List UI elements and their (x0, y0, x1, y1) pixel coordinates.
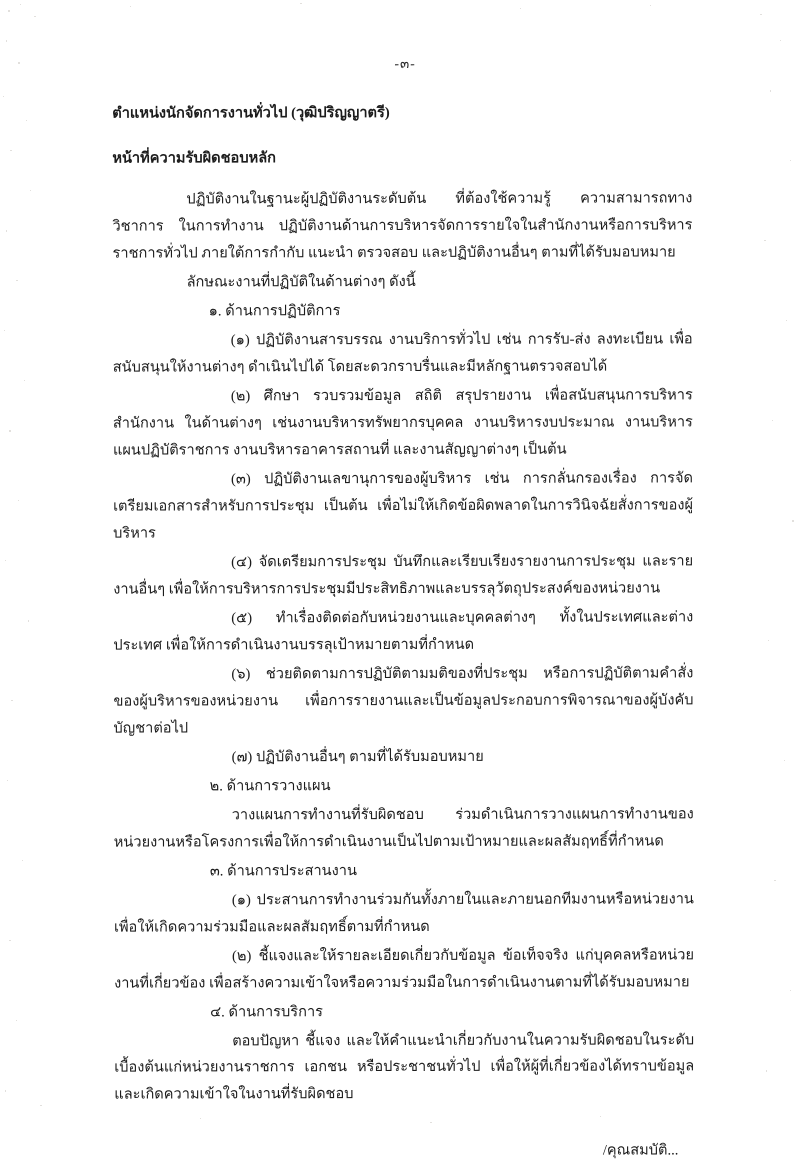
item-text: ช่วยติดตามการปฏิบัติตามมติของที่ประชุม หรือการปฏิบัติตามคำสั่งของผู้บริหารของหน่วยงาน เพื่อการรายงานและเป็นข้อมูลประกอบการพิจารณาของผู้บังคับบัญชาต่อไป (113, 665, 694, 737)
section-2-item-1: วางแผนการทำงานที่รับผิดชอบ ร่วมดำเนินการวางแผนการทำงานของหน่วยงานหรือโครงการเพื่อให้การดำเนินงานเป็นไปตามเป้าหมายและผลสัมฤทธิ์ที่กำหนด (113, 806, 694, 851)
item-text: ปฏิบัติงานอื่นๆ ตามที่ได้รับมอบหมาย (255, 748, 484, 765)
section-2-heading (114, 772, 694, 800)
page-number: -๓- (394, 55, 416, 72)
section-1-item-7 (114, 743, 694, 771)
item-text: ประสานการทำงานร่วมกันทั้งภายในและภายนอกทีมงานหรือหน่วยงาน เพื่อให้เกิดความร่วมมือและผลสัมฤทธิ์ตามที่กำหนด (113, 890, 694, 936)
section-1-number: ๑. (208, 303, 222, 320)
section-1-item-4 (113, 548, 693, 603)
item-marker: (๑) (230, 332, 250, 349)
document-body (112, 99, 694, 1166)
section-3-item-2 (114, 942, 694, 997)
section-2-label: ด้านการวางแผน (226, 777, 331, 795)
section-4-label: ด้านการบริการ (228, 1003, 323, 1020)
intro-paragraph-1: ปฏิบัติงานในฐานะผู้ปฏิบัติงานระดับต้น ที่ต้องใช้ความรู้ ความสามารถทางวิชาการ ในการทำงาน ปฏิบัติงานด้านการบริหารจัดการรายใจในสำนักงานหรือการบริหารราชการทั่วไป ภายใต้การกำกับ แนะนำ ตรวจสอบ และปฏิบัติงานอื่นๆ ตามที่ได้รับมอบหมาย (112, 190, 693, 262)
item-marker: (๔) (231, 554, 252, 571)
item-text: ปฏิบัติงานเลขานุการของผู้บริหาร เช่น การกลั่นกรองเรื่อง การจัดเตรียมเอกสารสำหรับการประชุม เป็นต้น เพื่อไม่ให้เกิดข้อผิดพลาดในการวินิจฉัยสั่งการของผู้บริหาร (113, 470, 694, 542)
item-marker: (๑) (231, 891, 251, 908)
item-marker: (๒) (231, 947, 252, 964)
section-4-heading (114, 998, 694, 1026)
item-text: ปฏิบัติงานสารบรรณ งานบริการทั่วไป เช่น การรับ-ส่ง ลงทะเบียน เพื่อสนับสนุนให้งานต่างๆ ดำเนินไปได้ โดยสะดวกราบรื่นและมีหลักฐานตรวจสอบได้ (112, 331, 693, 376)
section-1-heading (113, 297, 693, 325)
section-1-item-1 (113, 326, 693, 381)
section-3-number: ๓. (209, 862, 224, 879)
item-marker: (๕) (231, 610, 253, 627)
section-3-heading (114, 857, 694, 885)
item-marker: (๗) (231, 748, 253, 766)
section-4-number: ๔. (210, 1003, 225, 1020)
section-4-item-1: ตอบปัญหา ชี้แจง และให้คำแนะนำเกี่ยวกับงานในความรับผิดชอบในระดับเบื้องต้นแก่หน่วยงานราชการ เอกชน หรือประชาชนทั่วไป เพื่อให้ผู้ที่เกี่ยวข้องได้ทราบข้อมูลและเกิดความเข้าใจในงานที่รับผิดชอบ (114, 1031, 695, 1104)
section-1-item-5 (113, 604, 693, 659)
section-3-label: ด้านการประสานงาน (227, 862, 357, 879)
section-1-item-2 (113, 382, 693, 464)
footer-note: /คุณสมบัติ... (602, 1142, 679, 1160)
section-1-label: ด้านการปฏิบัติการ (225, 303, 341, 320)
intro-paragraph-2: ลักษณะงานที่ปฏิบัติในด้านต่างๆ ดังนี้ (186, 273, 416, 291)
item-text: จัดเตรียมการประชุม บันทึกและเรียบเรียงรายงานการประชุม และรายงานอื่นๆ เพื่อให้การบริหารการประชุมมีประสิทธิภาพและบรรลุวัตถุประสงค์ของหน่วยงาน (113, 553, 694, 598)
section-2-number: ๒. (209, 778, 223, 795)
section-title-responsibilities: หน้าที่ความรับผิดชอบหลัก (112, 150, 277, 167)
page-title: ตำแหน่งนักจัดการงานทั่วไป (วุฒิปริญญาตรี) (112, 105, 390, 122)
section-3-item-1 (114, 886, 694, 941)
section-1-item-3 (113, 465, 693, 547)
item-text: ชี้แจงและให้รายละเอียดเกี่ยวกับข้อมูล ข้อเท็จจริง แก่บุคคลหรือหน่วยงานที่เกี่ยวข้อง เพื่อสร้างความเข้าใจหรือความร่วมมือในการดำเนินงานตามที่ได้รับมอบหมาย (114, 946, 695, 992)
item-text: ทำเรื่องติดต่อกับหน่วยงานและบุคคลต่างๆ ทั้งในประเทศและต่างประเทศ เพื่อให้การดำเนินงานบรรลุเป้าหมายตามที่กำหนด (113, 609, 694, 654)
item-text: ศึกษา รวบรวมข้อมูล สถิติ สรุปรายงาน เพื่อสนับสนุนการบริหารสำนักงาน ในด้านต่างๆ เช่นงานบริหารทรัพยากรบุคคล งานบริหารงบประมาณ งานบริหารแผนปฏิบัติราชการ งานบริหารอาคารสถานที่ และงานสัญญาต่างๆ เป็นต้น (112, 387, 693, 459)
section-1-item-6 (113, 660, 693, 742)
item-marker: (๒) (230, 388, 251, 405)
item-marker: (๓) (230, 471, 251, 488)
item-marker: (๖) (231, 666, 251, 683)
